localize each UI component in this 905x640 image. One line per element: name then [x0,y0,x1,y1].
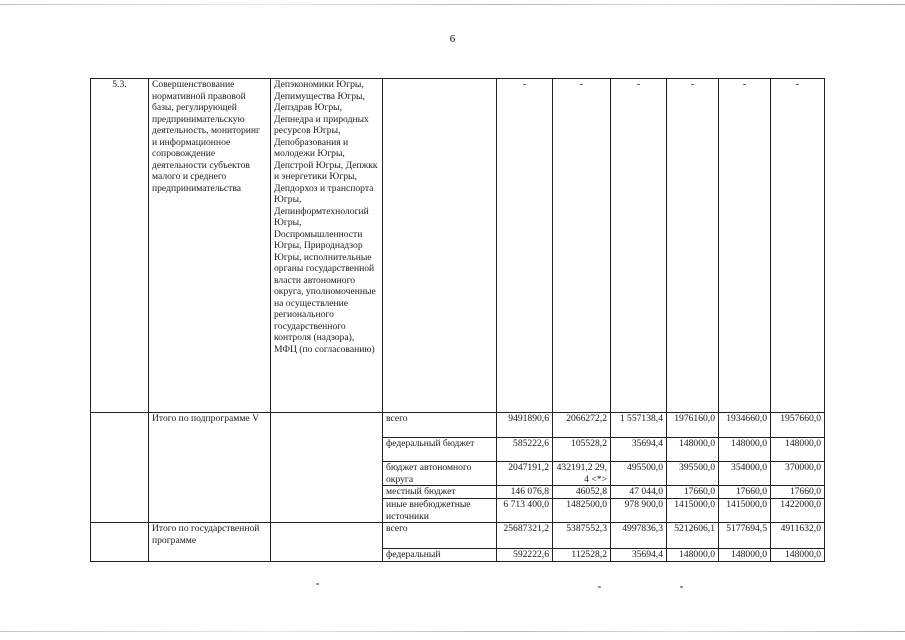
value-cell: 5177694,5 [719,523,771,549]
source-label: иные внебюджетные источники [383,499,497,523]
page-number: 6 [449,33,456,45]
value-cell: 432191,2 29,4 <*> [553,462,611,486]
value-cell: 35694,4 [611,549,667,562]
scan-edge-line [0,4,905,5]
empty-cell [91,523,149,562]
source-label: федеральный бюджет [383,438,497,462]
value-cell: 148000,0 [667,438,719,462]
value-cell: 4911632,0 [771,523,825,549]
value-cell: 1422000,0 [771,499,825,523]
value-cell: 1 557138,4 [611,413,667,438]
budget-table [90,78,825,562]
value-cell: 592222,6 [497,549,553,562]
value-cell: 2047191,2 [497,462,553,486]
row-number: 5.3. [91,79,149,413]
value-cell: 1415000,0 [667,499,719,523]
value-cell: 1415000,0 [719,499,771,523]
table-row-5-3 [91,79,825,413]
value-cell: 47 044,0 [611,486,667,499]
value-cell: 46052,8 [553,486,611,499]
value-cell: 1976160,0 [667,413,719,438]
value-cell: 1934660,0 [719,413,771,438]
value-cell: 5212606,1 [667,523,719,549]
value-cell: 585222,6 [497,438,553,462]
value-cell: 6 713 400,0 [497,499,553,523]
subprogram-total-row [91,413,825,438]
subprogram-total-label: Итого по подпрограмме V [149,413,271,523]
value-cell: 148000,0 [771,549,825,562]
scan-speck [680,586,683,588]
value-cell: 148000,0 [771,438,825,462]
source-label: местный бюджет [383,486,497,499]
value-cell: 35694,4 [611,438,667,462]
value-cell: - [771,79,825,413]
value-cell: 112528,2 [553,549,611,562]
value-cell: 105528,2 [553,438,611,462]
scan-edge-line [0,631,905,632]
program-total-row [91,523,825,549]
value-cell: 395500,0 [667,462,719,486]
source-cell-empty [383,79,497,413]
empty-cell [271,523,383,562]
value-cell: 495500,0 [611,462,667,486]
value-cell: 978 900,0 [611,499,667,523]
value-cell: 17660,0 [719,486,771,499]
value-cell: 148000,0 [719,549,771,562]
value-cell: 370000,0 [771,462,825,486]
value-cell: 4997836,3 [611,523,667,549]
value-cell: - [667,79,719,413]
value-cell: 17660,0 [771,486,825,499]
value-cell: 148000,0 [719,438,771,462]
value-cell: 146 076,8 [497,486,553,499]
scan-speck [598,586,601,588]
value-cell: 1957660,0 [771,413,825,438]
source-label: бюджет автономного округа [383,462,497,486]
value-cell: - [553,79,611,413]
source-label: всего [383,413,497,438]
source-label: федеральный [383,549,497,562]
value-cell: 5387552,3 [553,523,611,549]
value-cell: 9491890,6 [497,413,553,438]
value-cell: 25687321,2 [497,523,553,549]
value-cell: - [497,79,553,413]
value-cell: 354000,0 [719,462,771,486]
value-cell: 17660,0 [667,486,719,499]
executors-cell: Депэкономики Югры, Депимущества Югры, Депздрав Югры, Депнедра и природных ресурсов Югры, Депобразования и молодежи Югры, Депстрой Югры, Депжкк и энергетики Югры, Депдорхоз и транспорта Югры, Депинформтехнологий Югры, Docпромышленности Югры, Природнадзор Югры, исполнительные органы государственной власти автономного округа, уполномоченные на осуществление регионального государственного контроля (надзора), МФЦ (по согласованию) [271,79,383,413]
source-label: всего [383,523,497,549]
value-cell: 1482500,0 [553,499,611,523]
measure-name: Совершенствование нормативной правовой базы, регулирующей предпринимательскую деятельность, мониторинг и информационное сопровождение деятельности субъектов малого и среднего предпринимательства [149,79,271,413]
empty-cell [91,413,149,523]
value-cell: - [719,79,771,413]
empty-cell [271,413,383,523]
value-cell: 148000,0 [667,549,719,562]
value-cell: - [611,79,667,413]
program-total-label: Итого по государственной программе [149,523,271,562]
scan-speck [316,583,319,585]
value-cell: 2066272,2 [553,413,611,438]
